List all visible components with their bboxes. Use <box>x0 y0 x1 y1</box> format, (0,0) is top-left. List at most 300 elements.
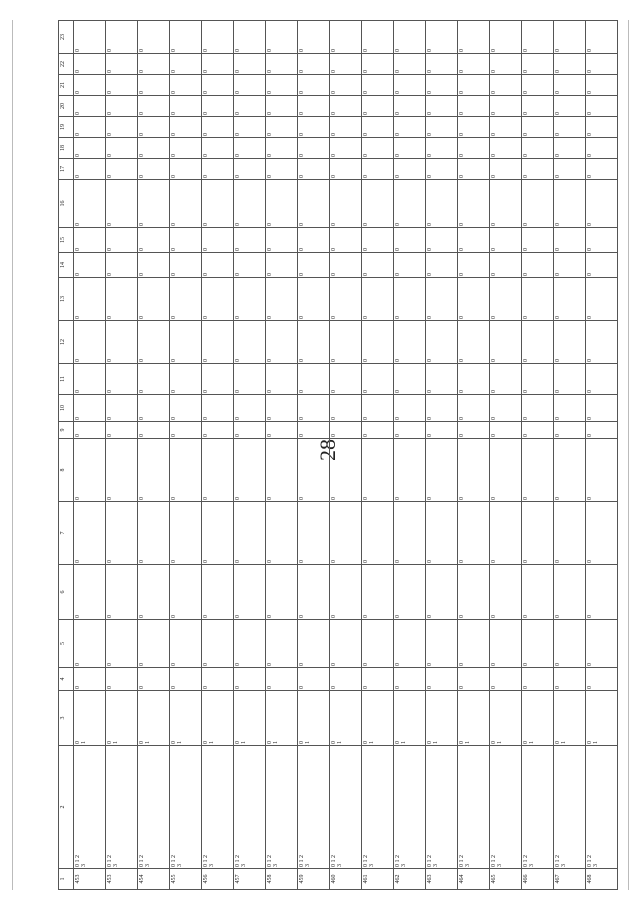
table-cell: 0 1 2 3 <box>202 746 234 869</box>
table-cell: 0 <box>202 54 234 75</box>
table-cell: 0 <box>234 620 266 668</box>
table-cell: 0 <box>426 54 458 75</box>
table-cell: 0 <box>554 75 586 96</box>
table-cell: 0 <box>170 21 202 54</box>
table-cell: 0 1 2 3 <box>458 746 490 869</box>
table-cell: 0 <box>202 668 234 691</box>
table-cell: 0 <box>170 138 202 159</box>
table-cell: 0 <box>490 117 522 138</box>
table-cell: 0 <box>522 180 554 228</box>
table-cell: 0 <box>554 502 586 565</box>
table-cell: 453 <box>106 869 138 890</box>
table-cell: 0 <box>362 228 394 253</box>
table-cell: 0 <box>202 565 234 620</box>
table-cell: 0 1 2 3 <box>106 746 138 869</box>
table-cell: 0 <box>234 21 266 54</box>
table-cell: 0 <box>138 117 170 138</box>
table-row <box>106 21 138 890</box>
table-cell: 0 <box>458 159 490 180</box>
table-cell: 464 <box>458 869 490 890</box>
table-cell: 0 <box>522 395 554 422</box>
table-cell: 0 <box>202 278 234 321</box>
table-cell: 0 <box>426 75 458 96</box>
table-cell: 0 <box>522 439 554 502</box>
header-cell: 8 <box>59 439 74 502</box>
table-cell: 0 <box>490 565 522 620</box>
table-cell: 0 <box>202 422 234 439</box>
table-cell: 0 <box>458 138 490 159</box>
table-cell: 0 <box>554 321 586 364</box>
table-cell: 0 <box>266 422 298 439</box>
table-cell: 0 <box>298 75 330 96</box>
header-cell: 17 <box>59 159 74 180</box>
table-cell: 0 <box>234 668 266 691</box>
table-cell: 0 <box>490 364 522 395</box>
table-cell: 0 <box>234 502 266 565</box>
table-cell: 0 <box>298 54 330 75</box>
table-cell: 0 <box>234 75 266 96</box>
table-cell: 0 <box>106 422 138 439</box>
table-cell: 0 <box>554 228 586 253</box>
table-cell: 0 <box>554 439 586 502</box>
table-cell: 0 <box>554 138 586 159</box>
table-cell: 0 <box>202 253 234 278</box>
table-cell: 0 <box>74 668 106 691</box>
table-cell: 0 <box>106 96 138 117</box>
table-cell: 0 <box>490 228 522 253</box>
table-cell: 0 <box>266 117 298 138</box>
table-cell: 0 <box>170 620 202 668</box>
table-cell: 0 <box>394 364 426 395</box>
table-cell: 0 <box>586 278 618 321</box>
table-cell: 0 <box>138 668 170 691</box>
table-cell: 0 <box>202 180 234 228</box>
table-cell: 0 1 <box>490 691 522 746</box>
table-cell: 0 <box>362 117 394 138</box>
table-cell: 0 <box>266 395 298 422</box>
table-cell: 0 <box>234 138 266 159</box>
table-cell: 0 <box>138 395 170 422</box>
table-cell: 0 <box>106 278 138 321</box>
table-cell: 0 <box>522 138 554 159</box>
table-cell: 0 <box>394 321 426 364</box>
table-row <box>586 21 618 890</box>
table-cell: 0 1 2 3 <box>362 746 394 869</box>
table-cell: 0 <box>362 253 394 278</box>
table-cell: 0 <box>490 253 522 278</box>
table-row <box>298 21 330 890</box>
right-margin-line <box>628 20 629 890</box>
table-cell: 0 <box>458 180 490 228</box>
table-cell: 0 <box>426 321 458 364</box>
table-cell: 0 <box>554 54 586 75</box>
table-cell: 0 <box>170 96 202 117</box>
table-cell: 0 <box>586 321 618 364</box>
table-cell: 0 <box>426 422 458 439</box>
table-cell: 0 <box>330 138 362 159</box>
table-cell: 0 <box>138 159 170 180</box>
table-cell: 0 <box>394 565 426 620</box>
table-cell: 0 <box>138 138 170 159</box>
table-cell: 0 <box>330 620 362 668</box>
table-cell: 0 <box>426 228 458 253</box>
table-cell: 0 <box>266 180 298 228</box>
table-cell: 0 <box>266 668 298 691</box>
table-cell: 0 <box>586 502 618 565</box>
header-cell: 14 <box>59 253 74 278</box>
table-cell: 0 <box>426 364 458 395</box>
table-cell: 0 1 2 3 <box>330 746 362 869</box>
table-cell: 0 1 <box>394 691 426 746</box>
table-cell: 0 <box>522 668 554 691</box>
table-cell: 0 <box>138 565 170 620</box>
table-cell: 0 <box>458 21 490 54</box>
table-cell: 0 <box>202 439 234 502</box>
table-cell: 0 1 <box>298 691 330 746</box>
table-cell: 0 <box>170 54 202 75</box>
table-cell: 0 1 <box>202 691 234 746</box>
table-cell: 0 <box>298 228 330 253</box>
table-cell: 0 <box>394 422 426 439</box>
table-cell: 0 <box>330 565 362 620</box>
table-cell: 0 <box>330 364 362 395</box>
table-cell: 0 <box>138 96 170 117</box>
table-cell: 0 <box>234 321 266 364</box>
table-cell: 0 <box>490 138 522 159</box>
table-cell: 0 <box>266 96 298 117</box>
table-cell: 0 <box>170 668 202 691</box>
table-cell: 0 <box>490 54 522 75</box>
table-row <box>394 21 426 890</box>
table-cell: 0 <box>170 439 202 502</box>
table-cell: 0 1 2 3 <box>234 746 266 869</box>
table-cell: 0 <box>330 321 362 364</box>
table-cell: 0 <box>266 54 298 75</box>
table-cell: 0 1 <box>138 691 170 746</box>
table-cell: 0 <box>394 395 426 422</box>
table-cell: 0 <box>170 75 202 96</box>
table-cell: 0 <box>490 159 522 180</box>
table-cell: 0 <box>298 159 330 180</box>
registry-table <box>58 20 618 890</box>
table-cell: 0 1 <box>458 691 490 746</box>
table-cell: 0 <box>234 253 266 278</box>
table-cell: 0 <box>426 138 458 159</box>
table-cell: 0 <box>106 502 138 565</box>
table-cell: 0 <box>458 364 490 395</box>
table-cell: 0 <box>330 117 362 138</box>
table-cell: 0 <box>234 117 266 138</box>
table-cell: 0 <box>266 159 298 180</box>
table-cell: 0 <box>426 395 458 422</box>
table-cell: 0 <box>458 253 490 278</box>
table-cell: 0 <box>170 395 202 422</box>
table-cell: 0 1 <box>426 691 458 746</box>
table-cell: 0 <box>394 278 426 321</box>
table-cell: 0 <box>426 278 458 321</box>
table-cell: 0 <box>394 228 426 253</box>
table-cell: 0 <box>234 364 266 395</box>
table-cell: 0 <box>138 278 170 321</box>
table-cell: 0 <box>586 422 618 439</box>
table-cell: 0 <box>202 159 234 180</box>
table-cell: 0 <box>234 278 266 321</box>
table-cell: 0 <box>170 422 202 439</box>
table-cell: 0 <box>330 668 362 691</box>
table-cell: 0 <box>74 117 106 138</box>
table-cell: 0 <box>202 395 234 422</box>
table-cell: 0 <box>458 620 490 668</box>
table-cell: 0 1 <box>586 691 618 746</box>
table-cell: 0 <box>74 75 106 96</box>
table-cell: 0 <box>362 21 394 54</box>
table-cell: 0 <box>554 96 586 117</box>
header-cell: 7 <box>59 502 74 565</box>
header-cell: 2 <box>59 746 74 869</box>
table-cell: 0 <box>458 96 490 117</box>
table-cell: 0 <box>394 502 426 565</box>
table-cell: 0 <box>74 253 106 278</box>
table-cell: 0 <box>298 180 330 228</box>
table-cell: 0 <box>554 364 586 395</box>
table-cell: 0 <box>74 620 106 668</box>
table-cell: 0 <box>426 502 458 565</box>
table-cell: 0 <box>362 565 394 620</box>
table-cell: 0 <box>106 180 138 228</box>
header-cell: 18 <box>59 138 74 159</box>
table-cell: 0 <box>394 117 426 138</box>
table-cell: 0 <box>330 253 362 278</box>
table-cell: 0 <box>522 422 554 439</box>
table-cell: 0 <box>298 668 330 691</box>
table-cell: 462 <box>394 869 426 890</box>
table-cell: 0 <box>362 278 394 321</box>
table-cell: 0 <box>586 21 618 54</box>
table-cell: 0 1 2 3 <box>394 746 426 869</box>
table-cell: 0 <box>458 422 490 439</box>
table-cell: 0 <box>426 117 458 138</box>
table-cell: 0 <box>458 117 490 138</box>
table-cell: 0 <box>234 439 266 502</box>
table-cell: 0 <box>522 75 554 96</box>
table-cell: 0 <box>458 395 490 422</box>
table-cell: 0 <box>394 54 426 75</box>
table-cell: 453 <box>74 869 106 890</box>
table-cell: 0 <box>362 395 394 422</box>
table-cell: 0 <box>138 321 170 364</box>
table-cell: 0 <box>138 502 170 565</box>
table-cell: 0 1 <box>234 691 266 746</box>
table-cell: 0 <box>74 159 106 180</box>
table-cell: 0 <box>554 422 586 439</box>
table-cell: 0 <box>170 253 202 278</box>
table-cell: 0 <box>522 364 554 395</box>
table-cell: 0 <box>74 180 106 228</box>
table-cell: 0 1 2 3 <box>170 746 202 869</box>
table-cell: 0 <box>170 321 202 364</box>
table-cell: 0 <box>586 54 618 75</box>
table-cell: 0 <box>330 75 362 96</box>
table-cell: 0 <box>234 395 266 422</box>
header-cell: 21 <box>59 75 74 96</box>
table-cell: 0 <box>490 75 522 96</box>
table-row <box>170 21 202 890</box>
table-cell: 0 <box>586 228 618 253</box>
table-cell: 0 <box>74 138 106 159</box>
table-cell: 0 <box>586 364 618 395</box>
table-cell: 0 <box>554 565 586 620</box>
table-cell: 463 <box>426 869 458 890</box>
table-cell: 0 <box>554 21 586 54</box>
table-cell: 0 <box>586 620 618 668</box>
table-cell: 0 <box>490 620 522 668</box>
table-cell: 0 <box>106 668 138 691</box>
table-cell: 0 <box>426 21 458 54</box>
table-cell: 0 <box>138 75 170 96</box>
table-cell: 0 <box>554 278 586 321</box>
table-cell: 0 <box>362 422 394 439</box>
table-cell: 0 <box>170 278 202 321</box>
table-row <box>522 21 554 890</box>
table-cell: 0 <box>106 159 138 180</box>
table-cell: 0 <box>330 439 362 502</box>
table-cell: 0 <box>522 228 554 253</box>
table-cell: 0 <box>490 278 522 321</box>
table-cell: 0 <box>426 159 458 180</box>
table-cell: 0 <box>522 321 554 364</box>
table-cell: 0 <box>394 159 426 180</box>
table-cell: 0 <box>522 159 554 180</box>
table-cell: 0 <box>202 502 234 565</box>
table-cell: 0 <box>362 180 394 228</box>
header-cell: 5 <box>59 620 74 668</box>
table-cell: 0 <box>458 565 490 620</box>
table-cell: 0 <box>426 96 458 117</box>
table-cell: 0 <box>202 117 234 138</box>
table-cell: 0 <box>394 138 426 159</box>
table-cell: 0 <box>458 321 490 364</box>
table-cell: 0 <box>458 75 490 96</box>
header-cell: 16 <box>59 180 74 228</box>
table-cell: 0 <box>170 117 202 138</box>
table-cell: 0 <box>362 138 394 159</box>
table-cell: 0 <box>202 620 234 668</box>
table-cell: 0 <box>362 364 394 395</box>
header-cell: 10 <box>59 395 74 422</box>
table-cell: 0 <box>362 439 394 502</box>
table-cell: 0 <box>298 96 330 117</box>
header-cell: 6 <box>59 565 74 620</box>
table-cell: 0 1 <box>74 691 106 746</box>
table-cell: 0 1 2 3 <box>266 746 298 869</box>
table-cell: 0 <box>586 395 618 422</box>
table-row <box>362 21 394 890</box>
header-cell: 20 <box>59 96 74 117</box>
table-cell: 461 <box>362 869 394 890</box>
table-cell: 0 1 <box>554 691 586 746</box>
table-cell: 0 <box>394 439 426 502</box>
table-row <box>554 21 586 890</box>
table-cell: 0 <box>106 395 138 422</box>
table-cell: 0 <box>394 620 426 668</box>
rotated-table-wrapper <box>58 20 618 890</box>
table-cell: 0 <box>234 180 266 228</box>
table-cell: 0 1 2 3 <box>586 746 618 869</box>
table-cell: 0 <box>522 253 554 278</box>
table-cell: 0 <box>554 668 586 691</box>
table-cell: 0 <box>234 96 266 117</box>
table-cell: 0 <box>490 422 522 439</box>
table-cell: 0 <box>586 138 618 159</box>
header-cell: 15 <box>59 228 74 253</box>
table-cell: 468 <box>586 869 618 890</box>
table-cell: 0 <box>330 278 362 321</box>
table-cell: 0 <box>554 180 586 228</box>
table-cell: 0 <box>266 253 298 278</box>
table-cell: 0 <box>426 253 458 278</box>
table-cell: 0 <box>490 668 522 691</box>
table-cell: 0 <box>106 21 138 54</box>
table-cell: 0 <box>586 75 618 96</box>
table-cell: 0 <box>458 228 490 253</box>
table-cell: 0 <box>298 502 330 565</box>
table-cell: 459 <box>298 869 330 890</box>
table-cell: 0 <box>330 228 362 253</box>
table-cell: 0 <box>522 54 554 75</box>
table-cell: 0 <box>426 668 458 691</box>
table-cell: 0 <box>266 138 298 159</box>
table-cell: 0 <box>298 138 330 159</box>
table-cell: 0 <box>522 21 554 54</box>
table-cell: 0 <box>266 502 298 565</box>
table-cell: 0 <box>458 668 490 691</box>
table-cell: 0 <box>74 422 106 439</box>
table-cell: 0 <box>266 75 298 96</box>
table-cell: 0 <box>586 565 618 620</box>
table-cell: 0 <box>106 54 138 75</box>
table-cell: 0 1 <box>106 691 138 746</box>
table-cell: 460 <box>330 869 362 890</box>
table-cell: 0 <box>266 21 298 54</box>
table-cell: 0 <box>330 180 362 228</box>
table-cell: 0 <box>74 21 106 54</box>
table-cell: 0 <box>330 159 362 180</box>
table-cell: 0 <box>394 75 426 96</box>
table-cell: 0 <box>74 228 106 253</box>
table-cell: 0 <box>202 21 234 54</box>
table-cell: 0 <box>138 439 170 502</box>
table-cell: 0 <box>106 138 138 159</box>
table-cell: 0 <box>458 439 490 502</box>
table-cell: 0 <box>298 620 330 668</box>
table-cell: 0 <box>138 364 170 395</box>
table-cell: 467 <box>554 869 586 890</box>
table-cell: 0 <box>330 21 362 54</box>
table-cell: 0 <box>74 364 106 395</box>
table-cell: 0 <box>362 668 394 691</box>
table-cell: 0 <box>138 620 170 668</box>
table-cell: 0 <box>74 321 106 364</box>
table-row <box>234 21 266 890</box>
table-cell: 0 <box>458 54 490 75</box>
header-cell: 12 <box>59 321 74 364</box>
table-cell: 0 <box>394 253 426 278</box>
table-cell: 0 <box>554 620 586 668</box>
table-cell: 0 <box>490 502 522 565</box>
header-cell: 19 <box>59 117 74 138</box>
table-cell: 0 <box>138 253 170 278</box>
header-cell: 1 <box>59 869 74 890</box>
